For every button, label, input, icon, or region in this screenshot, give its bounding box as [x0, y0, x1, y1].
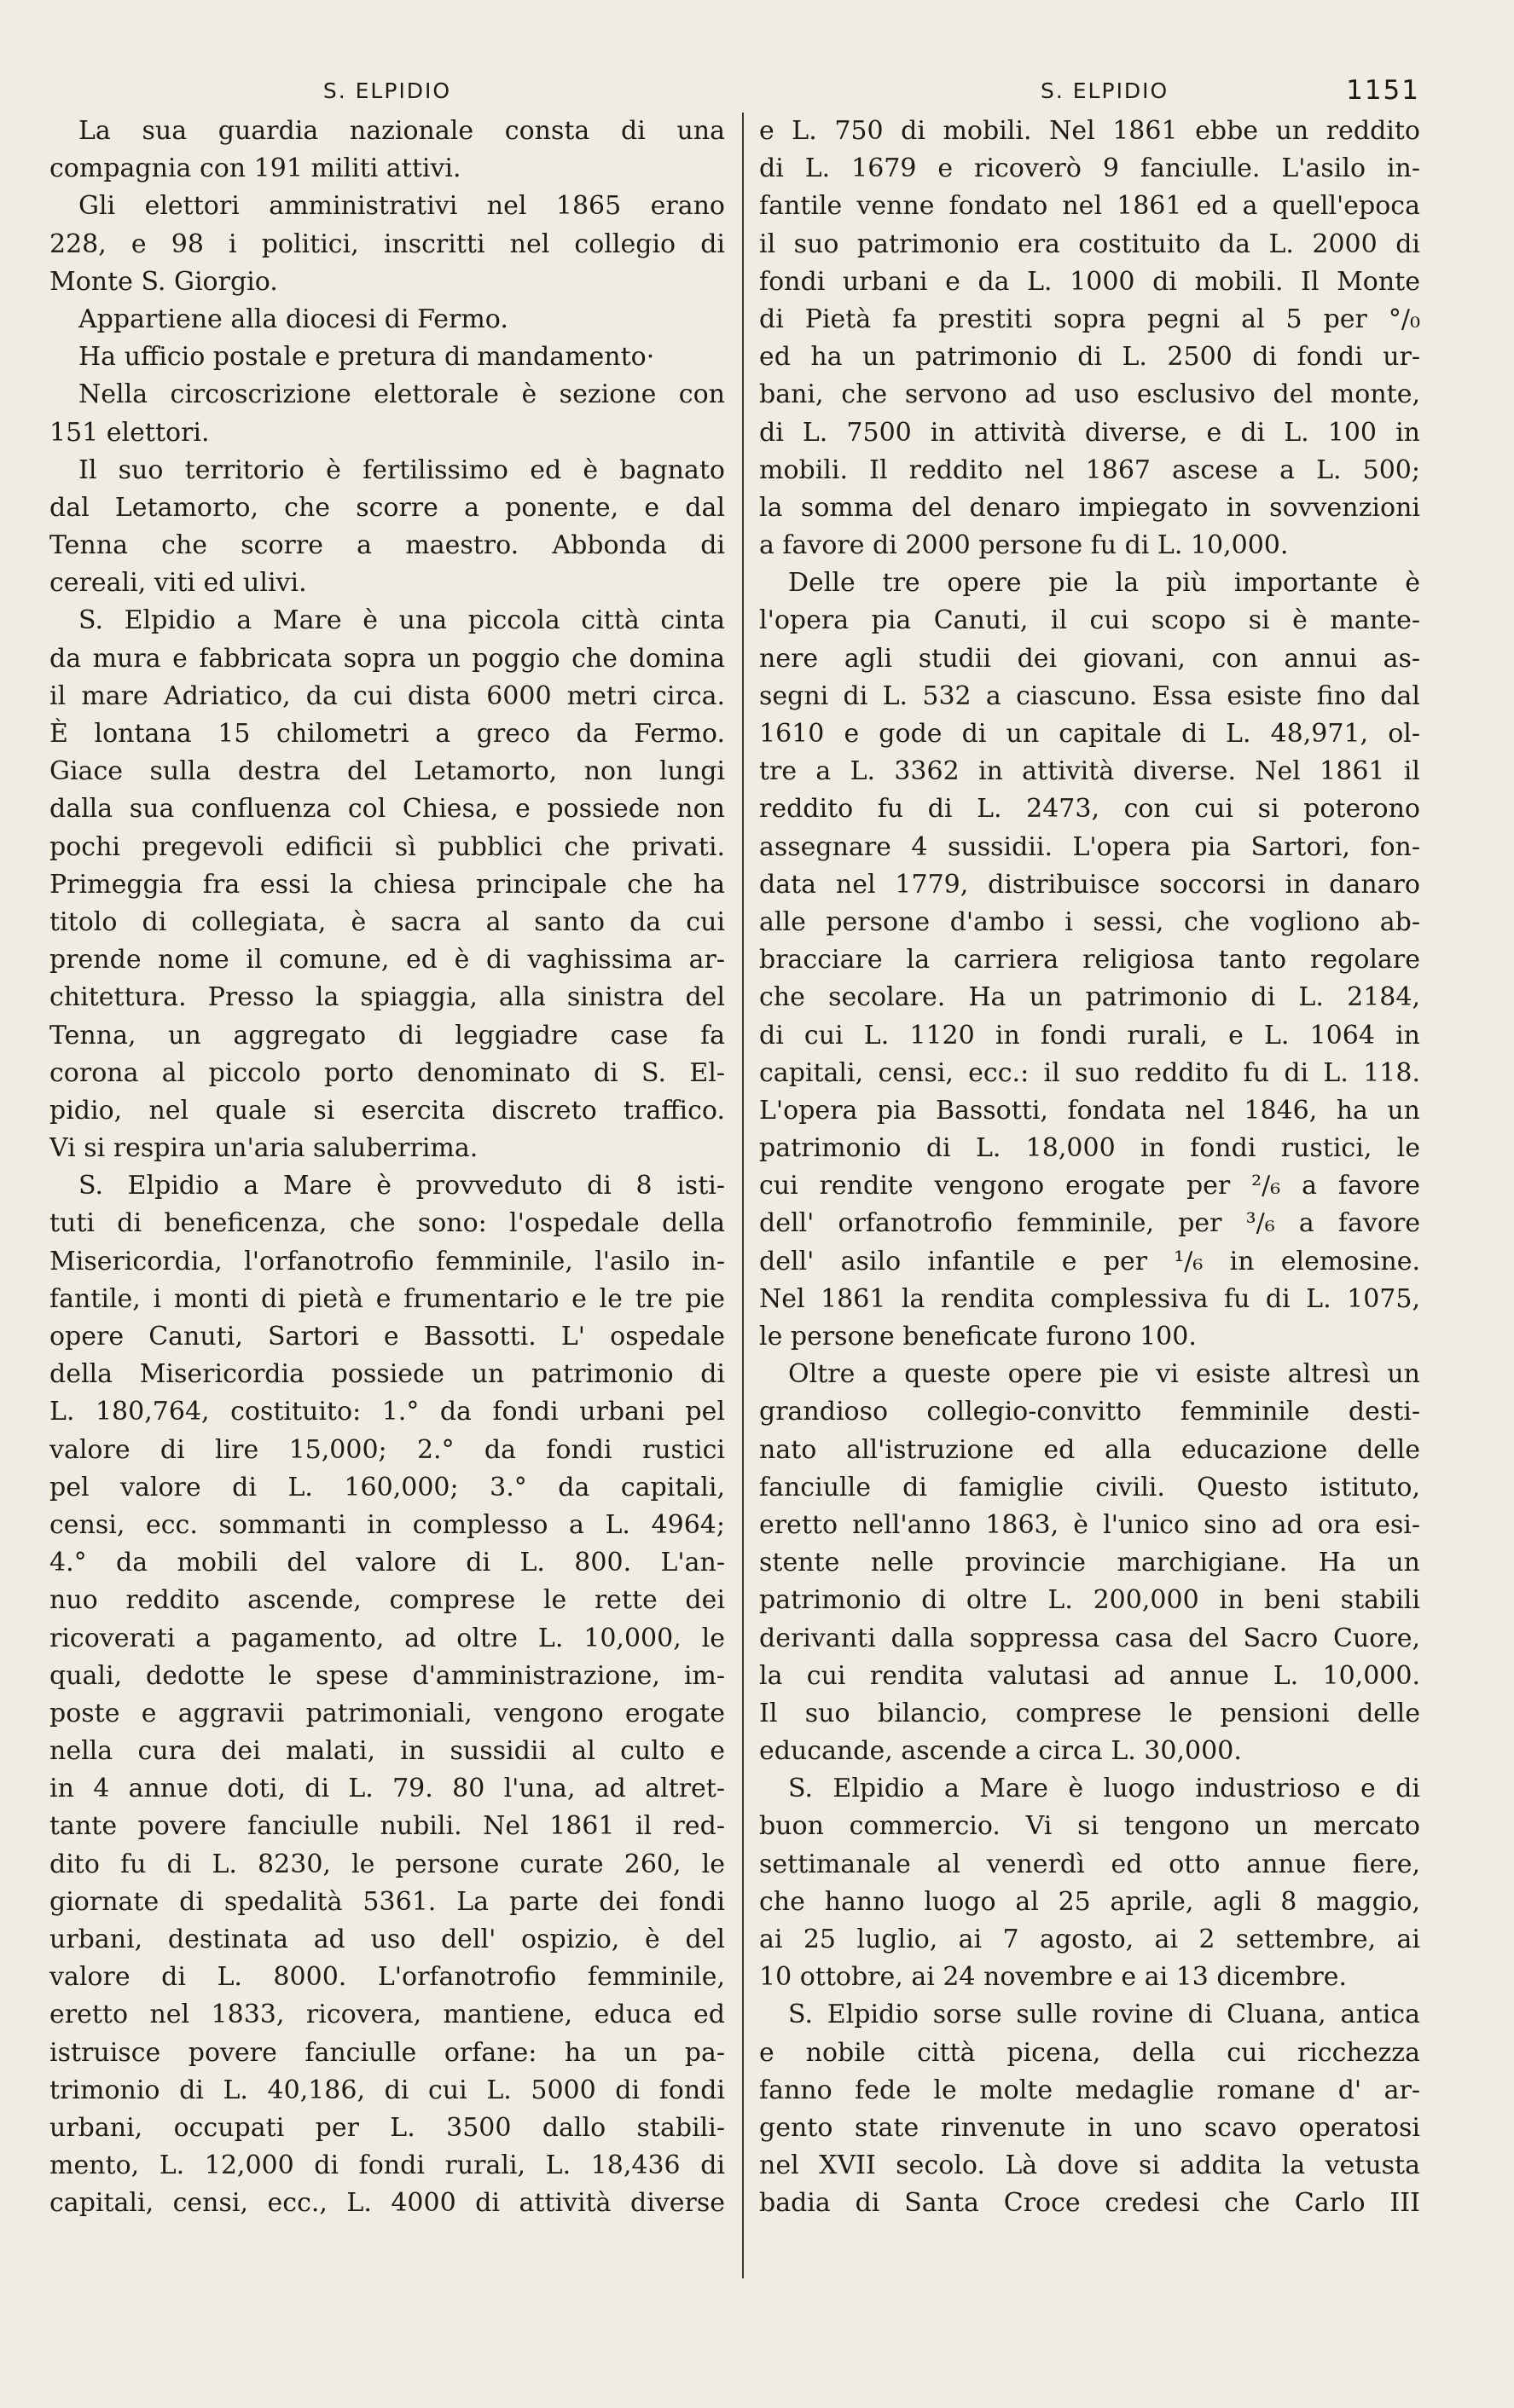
text-line: patrimonio di L. 18,000 in fondi rustici, le — [759, 1133, 1420, 1164]
text-line: 4.° da mobili del valore di L. 800. L'an- — [49, 1548, 725, 1578]
text-line: che secolare. Ha un patrimonio di L. 2184, — [759, 982, 1420, 1013]
text-line: quali, dedotte le spese d'amministrazione, im- — [49, 1660, 725, 1691]
text-line: data nel 1779, distribuisce soccorsi in danaro — [759, 869, 1420, 900]
text-line: dito fu di L. 8230, le persone curate 260, le — [49, 1849, 725, 1879]
text-line: urbani, occupati per L. 3500 dallo stabili- — [49, 2112, 725, 2143]
text-line: dell' orfanotrofio femminile, per ³/₆ a favore — [759, 1208, 1420, 1239]
text-line: pel valore di L. 160,000; 3.° da capitali, — [49, 1472, 725, 1502]
text-line: di Pietà fa prestiti sopra pegni al 5 per °/₀ — [759, 304, 1420, 334]
text-line: tuti di beneficenza, che sono: l'ospedale della — [49, 1208, 725, 1239]
text-line: dalla sua confluenza col Chiesa, e possiede non — [49, 794, 725, 825]
text-line: Delle tre opere pie la più importante è — [788, 568, 1420, 599]
text-line: opere Canuti, Sartori e Bassotti. L' ospedale — [49, 1322, 725, 1352]
text-line: Monte S. Giorgio. — [49, 266, 278, 297]
text-line: S. Elpidio a Mare è una piccola città cinta — [78, 605, 725, 636]
text-line: fanciulle di famiglie civili. Questo istituto, — [759, 1472, 1420, 1502]
text-line: giornate di spedalità 5361. La parte dei fondi — [49, 1886, 725, 1917]
text-line: Nel 1861 la rendita complessiva fu di L. 1075, — [759, 1283, 1420, 1314]
column-divider — [742, 113, 744, 2278]
text-line: Il suo bilancio, comprese le pensioni delle — [759, 1698, 1420, 1728]
text-line: in 4 annue doti, di L. 79. 80 l'una, ad altret- — [49, 1774, 725, 1804]
text-line: urbani, destinata ad uso dell' ospizio, è del — [49, 1925, 725, 1954]
text-line: il mare Adriatico, da cui dista 6000 metri circa. — [49, 680, 725, 711]
text-line: mento, L. 12,000 di fondi rurali, L. 18,436 di — [49, 2150, 725, 2181]
text-line: l'opera pia Canuti, il cui scopo si è mante- — [759, 605, 1420, 636]
text-line: della Misericordia possiede un patrimonio di — [49, 1359, 725, 1390]
text-line: di L. 1679 e ricoverò 9 fanciulle. L'asilo in- — [759, 153, 1420, 184]
text-line: di L. 7500 in attività diverse, e di L. 100 in — [759, 417, 1420, 448]
text-line: stente nelle provincie marchigiane. Ha un — [759, 1548, 1420, 1578]
text-line: badia di Santa Croce credesi che Carlo III — [759, 2188, 1420, 2219]
text-line: fondi urbani e da L. 1000 di mobili. Il Monte — [759, 266, 1420, 297]
text-line: dal Letamorto, che scorre a ponente, e dal — [49, 492, 725, 523]
text-line: Appartiene alla diocesi di Fermo. — [78, 304, 508, 334]
text-line: Nella circoscrizione elettorale è sezione con — [78, 379, 725, 410]
text-line: cui rendite vengono erogate per ²/₆ a favore — [759, 1171, 1420, 1201]
text-line: mobili. Il reddito nel 1867 ascese a L. 500; — [759, 454, 1420, 485]
text-line: tante povere fanciulle nubili. Nel 1861 il red- — [49, 1811, 725, 1842]
text-line: Tenna, un aggregato di leggiadre case fa — [49, 1020, 725, 1051]
text-line: ed ha un patrimonio di L. 2500 di fondi ur- — [759, 342, 1420, 373]
text-line: ricoverati a pagamento, ad oltre L. 10,000, le — [49, 1623, 725, 1653]
text-line: capitali, censi, ecc., L. 4000 di attività diverse — [49, 2188, 725, 2219]
text-line: nere agli studii dei giovani, con annui as- — [759, 643, 1420, 674]
text-line: fantile, i monti di pietà e frumentario e le tre pie — [49, 1283, 725, 1314]
text-line: fantile venne fondato nel 1861 ed a quell'epoca — [759, 191, 1420, 222]
text-line: pidio, nel quale si esercita discreto traffico. — [49, 1095, 725, 1126]
text-line: settimanale al venerdì ed otto annue fiere, — [759, 1849, 1420, 1879]
text-line: di cui L. 1120 in fondi rurali, e L. 1064 in — [759, 1020, 1420, 1051]
text-line: corona al piccolo porto denominato di S. El- — [49, 1057, 725, 1088]
text-line: È lontana 15 chilometri a greco da Fermo. — [49, 719, 725, 749]
text-line: e nobile città picena, della cui ricchezza — [759, 2037, 1420, 2068]
text-line: L'opera pia Bassotti, fondata nel 1846, ha un — [759, 1095, 1420, 1126]
text-line: la somma del denaro impiegato in sovvenzioni — [759, 492, 1420, 523]
right-running-head-title: S. ELPIDIO — [1041, 78, 1169, 103]
text-line: compagnia con 191 militi attivi. — [49, 153, 461, 184]
text-line: segni di L. 532 a ciascuno. Essa esiste fino dal — [759, 680, 1420, 711]
text-line: Il suo territorio è fertilissimo ed è bagnato — [78, 454, 725, 485]
text-line: 228, e 98 i politici, inscritti nel collegio di — [49, 229, 725, 259]
text-line: la cui rendita valutasi ad annue L. 10,000. — [759, 1660, 1420, 1691]
text-line: cereali, viti ed ulivi. — [49, 568, 307, 599]
text-line: ai 25 luglio, ai 7 agosto, ai 2 settembre, ai — [759, 1925, 1420, 1954]
text-line: bracciare la carriera religiosa tanto regolare — [759, 945, 1420, 975]
text-line: e L. 750 di mobili. Nel 1861 ebbe un reddito — [759, 116, 1420, 146]
text-line: Oltre a queste opere pie vi esiste altresì un — [788, 1359, 1420, 1390]
text-line: trimonio di L. 40,186, di cui L. 5000 di fondi — [49, 2075, 725, 2105]
text-line: La sua guardia nazionale consta di una — [78, 116, 725, 146]
text-line: reddito fu di L. 2473, con cui si poterono — [759, 794, 1420, 825]
text-line: 1610 e gode di un capitale di L. 48,971, ol- — [759, 719, 1420, 749]
text-line: derivanti dalla soppressa casa del Sacro Cuore, — [759, 1623, 1420, 1653]
text-line: patrimonio di oltre L. 200,000 in beni stabili — [759, 1585, 1420, 1616]
text-line: Gli elettori amministrativi nel 1865 erano — [78, 191, 725, 222]
text-line: S. Elpidio a Mare è luogo industrioso e di — [788, 1774, 1420, 1804]
text-line: Vi si respira un'aria saluberrima. — [49, 1133, 479, 1164]
left-running-head: S. ELPIDIO — [322, 78, 452, 103]
text-line: L. 180,764, costituito: 1.° da fondi urbani pel — [49, 1397, 725, 1427]
text-line: S. Elpidio sorse sulle rovine di Cluana, antica — [788, 2000, 1420, 2030]
text-line: da mura e fabbricata sopra un poggio che domina — [49, 643, 725, 674]
text-line: nella cura dei malati, in sussidii al culto e — [49, 1736, 725, 1767]
text-line: Misericordia, l'orfanotrofio femminile, l'asilo in- — [49, 1246, 725, 1276]
text-line: nato all'istruzione ed alla educazione delle — [759, 1434, 1420, 1465]
text-line: che hanno luogo al 25 aprile, agli 8 maggio, — [759, 1886, 1420, 1917]
text-line: alle persone d'ambo i sessi, che vogliono ab- — [759, 906, 1420, 937]
text-line: nuo reddito ascende, comprese le rette dei — [49, 1585, 725, 1616]
text-line: le persone beneficate furono 100. — [759, 1322, 1197, 1352]
text-line: buon commercio. Vi si tengono un mercato — [759, 1811, 1420, 1842]
text-line: chitettura. Presso la spiaggia, alla sinistra del — [49, 982, 725, 1013]
text-line: Giace sulla destra del Letamorto, non lungi — [49, 756, 725, 787]
text-line: 10 ottobre, ai 24 novembre e ai 13 dicembre. — [759, 1962, 1348, 1993]
text-line: Primeggia fra essi la chiesa principale che ha — [49, 869, 725, 900]
text-line: fanno fede le molte medaglie romane d' ar- — [759, 2075, 1420, 2105]
text-line: Ha ufficio postale e pretura di mandamento· — [78, 342, 655, 373]
text-line: assegnare 4 sussidii. L'opera pia Sartori, fon- — [759, 831, 1420, 862]
text-line: eretto nell'anno 1863, è l'unico sino ad ora esi- — [759, 1509, 1420, 1540]
text-line: eretto nel 1833, ricovera, mantiene, educa ed — [49, 2000, 725, 2030]
text-line: valore di L. 8000. L'orfanotrofio femminile, — [49, 1962, 725, 1993]
text-line: Tenna che scorre a maestro. Abbonda di — [49, 530, 725, 561]
text-line: a favore di 2000 persone fu di L. 10,000. — [759, 530, 1289, 561]
text-line: gento state rinvenute in uno scavo operatosi — [759, 2112, 1420, 2143]
text-line: S. Elpidio a Mare è provveduto di 8 isti- — [78, 1171, 725, 1201]
text-line: titolo di collegiata, è sacra al santo da cui — [49, 906, 725, 937]
text-line: istruisce povere fanciulle orfane: ha un pa- — [49, 2037, 725, 2068]
text-line: bani, che servono ad uso esclusivo del monte, — [759, 379, 1420, 410]
text-line: poste e aggravii patrimoniali, vengono erogate — [49, 1698, 725, 1728]
right-running-head — [759, 75, 1420, 113]
text-line: valore di lire 15,000; 2.° da fondi rustici — [49, 1434, 725, 1465]
text-line: 151 elettori. — [49, 417, 210, 448]
text-line: capitali, censi, ecc.: il suo reddito fu di L. 118. — [759, 1057, 1420, 1088]
text-line: educande, ascende a circa L. 30,000. — [759, 1736, 1242, 1767]
text-line: nel XVII secolo. Là dove si addita la vetusta — [759, 2150, 1420, 2181]
text-line: prende nome il comune, ed è di vaghissima ar- — [49, 945, 725, 975]
text-line: dell' asilo infantile e per ¹/₆ in elemosine. — [759, 1246, 1420, 1276]
text-line: grandioso collegio-convitto femminile desti- — [759, 1397, 1420, 1427]
text-line: censi, ecc. sommanti in complesso a L. 4964; — [49, 1509, 725, 1540]
text-line: il suo patrimonio era costituito da L. 2000 di — [759, 229, 1420, 259]
right-body-text — [759, 113, 1420, 2223]
left-body-text — [49, 113, 725, 2223]
page-number: 1151 — [1346, 75, 1420, 106]
text-line: pochi pregevoli edificii sì pubblici che privati. — [49, 831, 725, 862]
text-line: tre a L. 3362 in attività diverse. Nel 1861 il — [759, 756, 1420, 787]
